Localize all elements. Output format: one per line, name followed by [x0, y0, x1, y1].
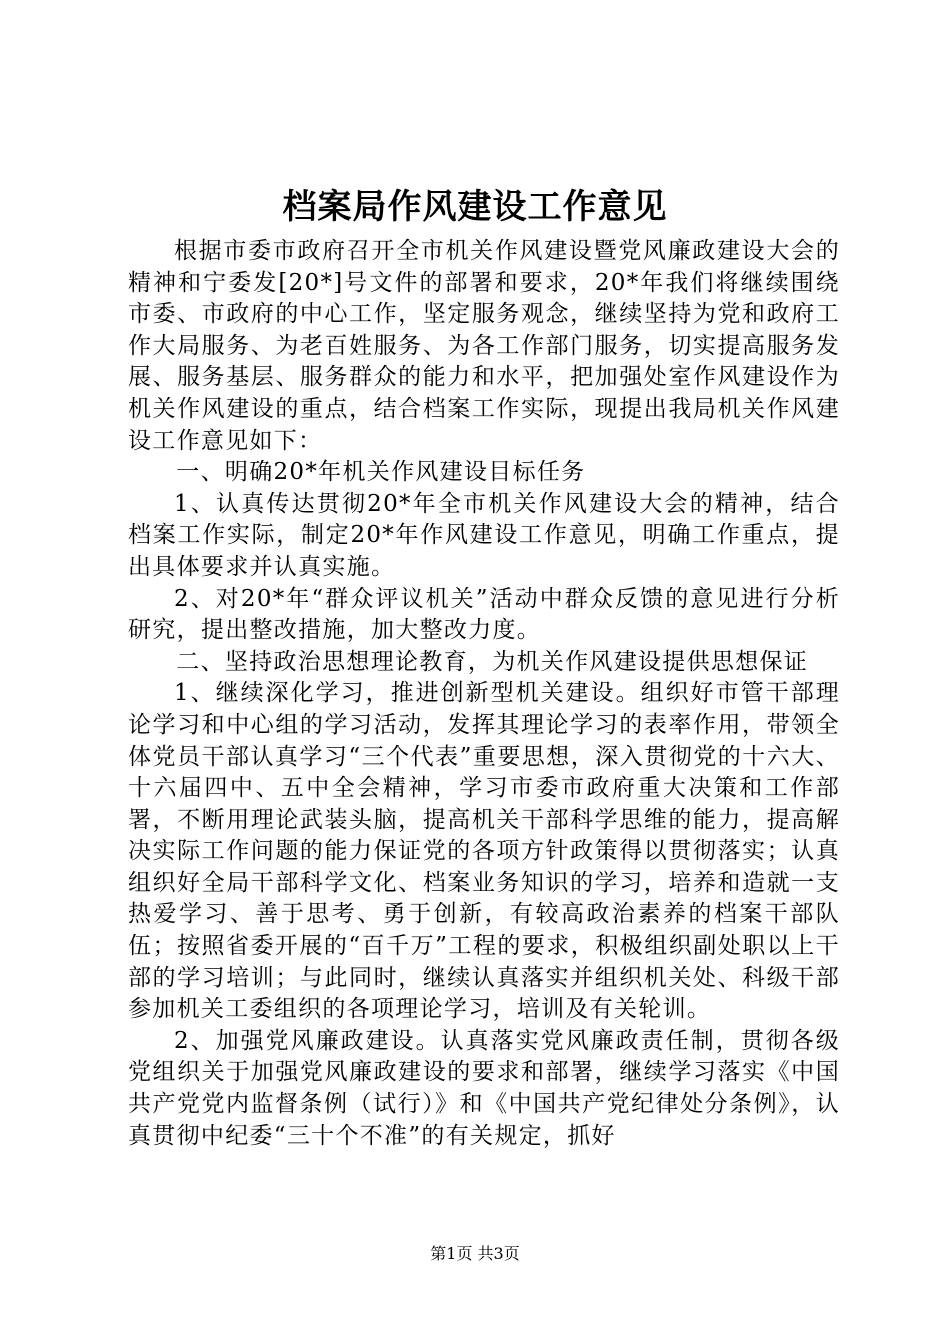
paragraph-intro: 根据市委市政府召开全市机关作风建设暨党风廉政建设大会的精神和宁委发[20*]号文件的部署和要求，20*年我们将继续围绕市委、市政府的中心工作，坚定服务观念，继续坚持为党和政府工作大局服务、为老百姓服务、为各工作部门服务，切实提高服务发展、服务基层、服务群众的能力和水平，把加强处室作风建设作为机关作风建设的重点，结合档案工作实际，现提出我局机关作风建设工作意见如下： — [128, 238, 840, 454]
section-heading-2: 二、坚持政治思想理论教育，为机关作风建设提供思想保证 — [176, 648, 809, 675]
page-number-footer: 第1页 共3页 — [430, 1244, 520, 1263]
document-title: 档案局作风建设工作意见 — [282, 187, 668, 227]
paragraph-item-1-1: 1、认真传达贯彻20*年全市机关作风建设大会的精神，结合档案工作实际，制定20*年作风建设工作意见，明确工作重点，提出具体要求并认真实施。 — [128, 490, 840, 580]
paragraph-item-2-2: 2、加强党风廉政建设。认真落实党风廉政责任制，贯彻各级党组织关于加强党风廉政建设的要求和部署，继续学习落实《中国共产党党内监督条例（试行）》和《中国共产党纪律处分条例》，认真贯彻中纪委“三十个不准”的有关规定，抓好 — [128, 1027, 840, 1149]
section-heading-1: 一、明确20*年机关作风建设目标任务 — [176, 459, 586, 486]
paragraph-item-1-2: 2、对20*年“群众评议机关”活动中群众反馈的意见进行分析研究，提出整改措施，加大整改力度。 — [128, 585, 840, 644]
paragraph-item-2-1: 1、继续深化学习，推进创新型机关建设。组织好市管干部理论学习和中心组的学习活动，发挥其理论学习的表率作用，带领全体党员干部认真学习“三个代表”重要思想，深入贯彻党的十六大、十六届四中、五中全会精神，学习市委市政府重大决策和工作部署，不断用理论武装头脑，提高机关干部科学思维的能力，提高解决实际工作问题的能力保证党的各项方针政策得以贯彻落实；认真组织好全局干部科学文化、档案业务知识的学习，培养和造就一支热爱学习、善于思考、勇于创新，有较高政治素养的档案干部队伍；按照省委开展的“百千万”工程的要求，积极组织副处职以上干部的学习培训；与此同时，继续认真落实并组织机关处、科级干部参加机关工委组织的各项理论学习，培训及有关轮训。 — [128, 680, 840, 1023]
document-body — [128, 236, 840, 1152]
